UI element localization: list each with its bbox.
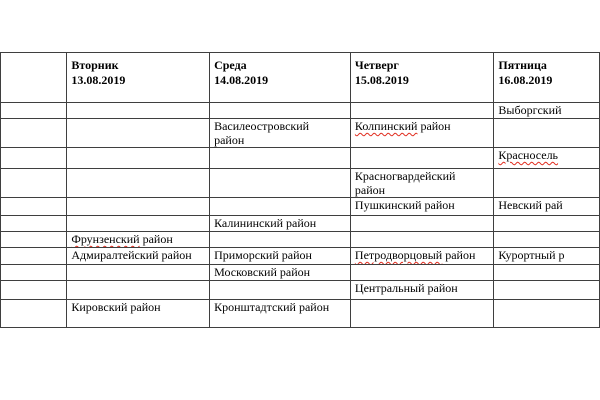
table-cell[interactable] bbox=[210, 265, 351, 281]
header-day-label: Вторник bbox=[71, 58, 119, 72]
table-cell[interactable] bbox=[1, 216, 67, 232]
table-cell[interactable] bbox=[494, 119, 600, 148]
header-date-label: 16.08.2019 bbox=[498, 73, 553, 87]
table-cell[interactable] bbox=[67, 148, 210, 169]
header-day-label: Пятница bbox=[498, 58, 547, 72]
table-cell[interactable] bbox=[210, 103, 351, 119]
table-body bbox=[1, 103, 600, 328]
table-cell[interactable] bbox=[1, 103, 67, 119]
misspelled-word: Петродворцовый bbox=[354, 248, 443, 262]
table-cell[interactable] bbox=[494, 169, 600, 198]
header-day-label: Четверг bbox=[354, 58, 399, 72]
table-cell[interactable] bbox=[210, 198, 351, 216]
table-cell[interactable] bbox=[67, 280, 210, 299]
table-cell[interactable] bbox=[350, 232, 493, 248]
table-cell[interactable] bbox=[494, 148, 600, 169]
cell-text: Кировский район bbox=[71, 299, 161, 314]
table-cell[interactable] bbox=[350, 216, 493, 232]
misspelled-word: Красносель bbox=[498, 148, 559, 162]
table-cell[interactable] bbox=[67, 248, 210, 265]
table-cell[interactable] bbox=[1, 299, 67, 327]
table-cell[interactable] bbox=[1, 119, 67, 148]
cell-text: район bbox=[139, 232, 173, 246]
table-cell[interactable] bbox=[494, 248, 600, 265]
table-cell[interactable] bbox=[67, 299, 210, 327]
table-cell[interactable] bbox=[1, 265, 67, 281]
table-cell[interactable] bbox=[350, 280, 493, 299]
table-cell[interactable] bbox=[67, 103, 210, 119]
table-cell[interactable] bbox=[67, 198, 210, 216]
header-cell-thursday[interactable] bbox=[350, 53, 493, 103]
table-cell[interactable] bbox=[494, 103, 600, 119]
table-row bbox=[1, 248, 600, 265]
table-cell[interactable] bbox=[210, 148, 351, 169]
cell-text: Калининский район bbox=[214, 216, 317, 230]
table-cell[interactable] bbox=[210, 216, 351, 232]
cell-text: Пушкинский район bbox=[354, 198, 455, 212]
table-cell[interactable] bbox=[350, 198, 493, 216]
table-row bbox=[1, 169, 600, 198]
cell-text: Приморский район bbox=[214, 248, 312, 262]
table-cell[interactable] bbox=[67, 119, 210, 148]
header-cell-wednesday[interactable] bbox=[210, 53, 351, 103]
table-cell[interactable] bbox=[350, 148, 493, 169]
table-cell[interactable] bbox=[1, 169, 67, 198]
table-cell[interactable] bbox=[494, 265, 600, 281]
table-cell[interactable] bbox=[210, 299, 351, 327]
table-row bbox=[1, 148, 600, 169]
header-cell-blank[interactable] bbox=[1, 53, 67, 103]
table-cell[interactable] bbox=[210, 248, 351, 265]
table-cell[interactable] bbox=[350, 103, 493, 119]
cell-text: Выборгский bbox=[498, 103, 562, 117]
header-cell-tuesday[interactable] bbox=[67, 53, 210, 103]
table-row bbox=[1, 232, 600, 248]
table-cell[interactable] bbox=[494, 280, 600, 299]
table-cell[interactable] bbox=[210, 119, 351, 148]
table-cell[interactable] bbox=[1, 232, 67, 248]
header-cell-friday[interactable] bbox=[494, 53, 600, 103]
table-cell[interactable] bbox=[494, 232, 600, 248]
table-header bbox=[1, 53, 600, 103]
header-row bbox=[1, 53, 600, 103]
table-cell[interactable] bbox=[1, 248, 67, 265]
header-date-label: 15.08.2019 bbox=[354, 73, 409, 87]
cell-text: район bbox=[417, 119, 451, 133]
table-cell[interactable] bbox=[494, 299, 600, 327]
table-cell[interactable] bbox=[1, 198, 67, 216]
table-cell[interactable] bbox=[350, 265, 493, 281]
table-row bbox=[1, 216, 600, 232]
misspelled-word: Фрунзенский bbox=[71, 232, 140, 246]
table-cell[interactable] bbox=[210, 232, 351, 248]
header-day-label: Среда bbox=[214, 58, 247, 72]
header-date-label: 13.08.2019 bbox=[71, 73, 126, 87]
cell-text: Курортный р bbox=[498, 248, 565, 262]
table-row bbox=[1, 265, 600, 281]
header-date-label: 14.08.2019 bbox=[214, 73, 269, 87]
cell-text: Невский рай bbox=[498, 198, 563, 212]
table-row bbox=[1, 103, 600, 119]
table-row bbox=[1, 280, 600, 299]
table-cell[interactable] bbox=[494, 198, 600, 216]
cell-text: Московский район bbox=[214, 265, 311, 279]
table-cell[interactable] bbox=[350, 299, 493, 327]
schedule-table-container bbox=[0, 52, 600, 328]
table-cell[interactable] bbox=[210, 169, 351, 198]
cell-text: Кронштадтский район bbox=[214, 299, 330, 314]
table-cell[interactable] bbox=[350, 248, 493, 265]
misspelled-word: Колпинский bbox=[354, 119, 418, 133]
table-cell[interactable] bbox=[67, 169, 210, 198]
table-cell[interactable] bbox=[67, 216, 210, 232]
table-cell[interactable] bbox=[210, 280, 351, 299]
table-cell[interactable] bbox=[67, 232, 210, 248]
cell-text: Центральный район bbox=[354, 280, 458, 295]
table-cell[interactable] bbox=[67, 265, 210, 281]
table-cell[interactable] bbox=[350, 169, 493, 198]
table-cell[interactable] bbox=[350, 119, 493, 148]
cell-text: Василеостровский район bbox=[214, 119, 310, 147]
table-cell[interactable] bbox=[1, 280, 67, 299]
table-cell[interactable] bbox=[494, 216, 600, 232]
cell-text: район bbox=[442, 248, 476, 262]
table-row bbox=[1, 198, 600, 216]
cell-text: Адмиралтейский район bbox=[71, 248, 192, 262]
table-row bbox=[1, 119, 600, 148]
cell-text: Красногвардейский район bbox=[354, 169, 456, 197]
table-row bbox=[1, 299, 600, 327]
table-cell[interactable] bbox=[1, 148, 67, 169]
schedule-table bbox=[0, 52, 600, 328]
